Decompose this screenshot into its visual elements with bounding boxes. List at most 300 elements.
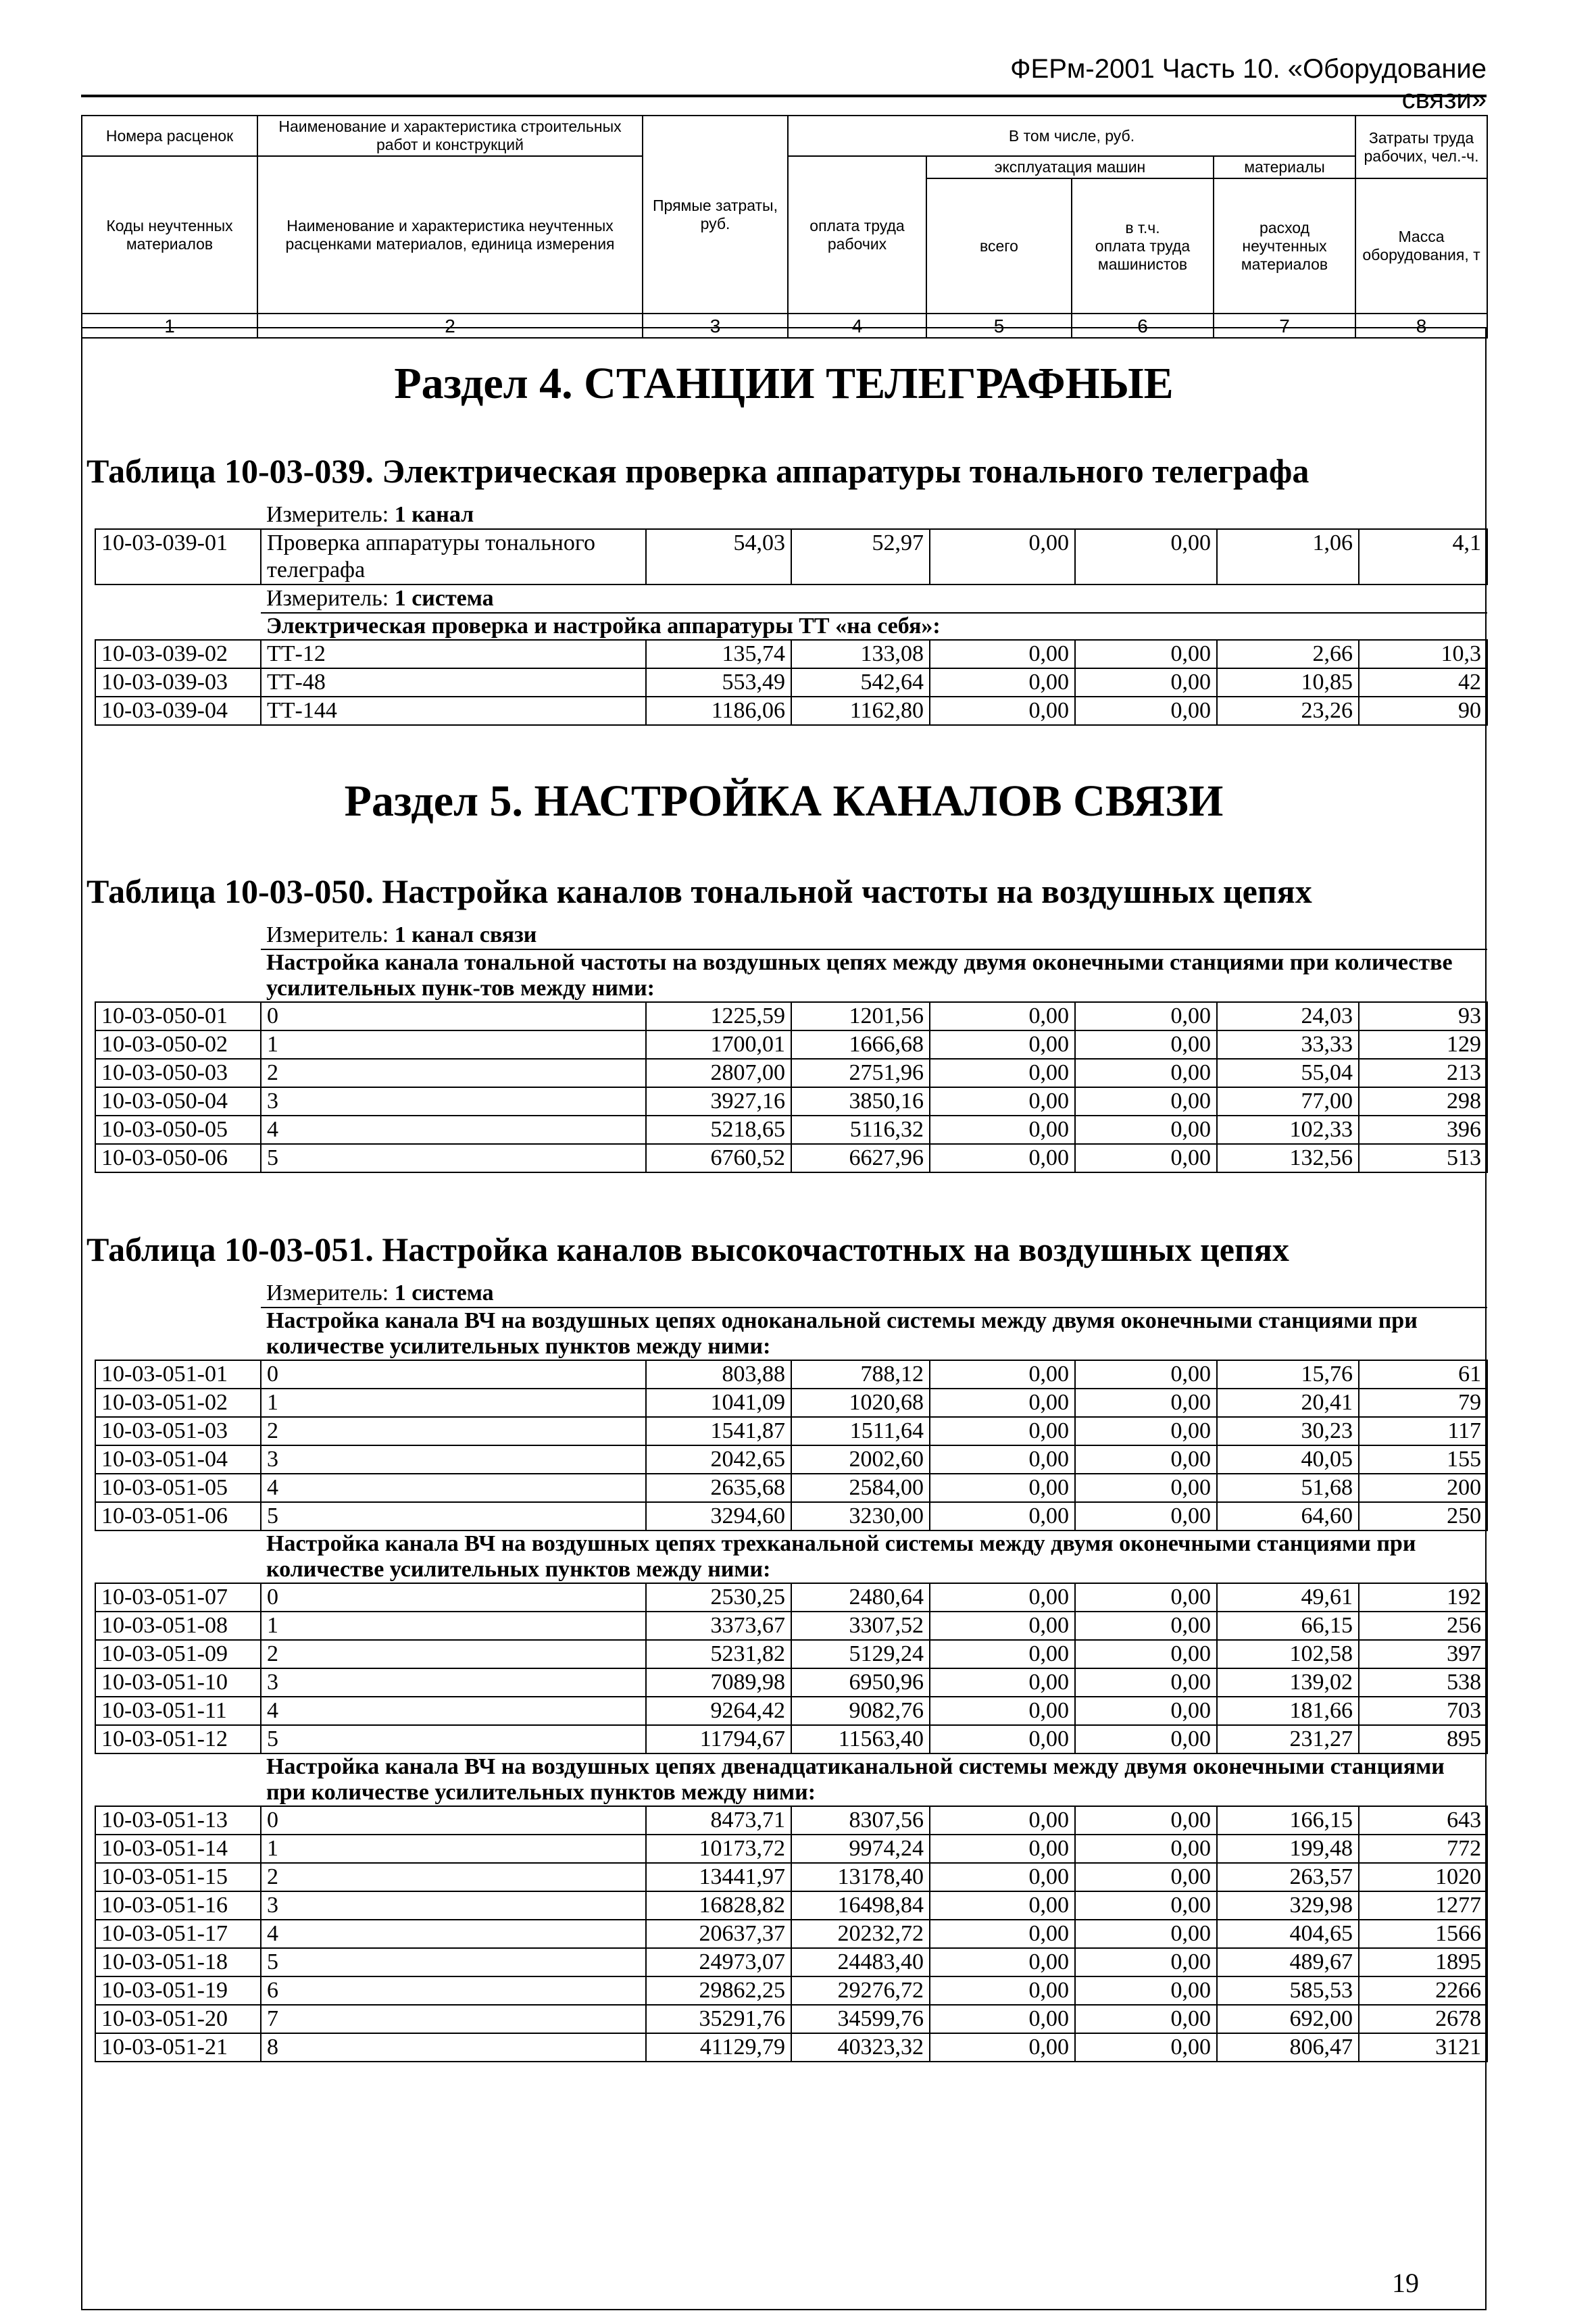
work-name: 3 <box>261 1668 646 1697</box>
machines-total: 0,00 <box>930 1976 1075 2005</box>
table-row <box>95 2005 1487 2033</box>
col2-top: Наименование и характеристика строительных работ и конструкций <box>257 116 643 156</box>
blank-cell <box>95 949 261 1002</box>
work-name: 5 <box>261 1502 646 1530</box>
machinists-pay: 0,00 <box>1075 1668 1217 1697</box>
col6-header <box>1072 178 1214 314</box>
machinists-pay: 0,00 <box>1075 1389 1217 1417</box>
col8-bottom: Масса оборудования, т <box>1355 178 1487 314</box>
work-name: 4 <box>261 1697 646 1725</box>
direct-costs: 13441,97 <box>646 1863 791 1891</box>
machinists-pay: 0,00 <box>1075 2033 1217 2062</box>
machines-total: 0,00 <box>930 697 1075 725</box>
machines-total: 0,00 <box>930 1835 1075 1863</box>
direct-costs: 1225,59 <box>646 1002 791 1030</box>
work-name: 6 <box>261 1976 646 2005</box>
direct-costs: 41129,79 <box>646 2033 791 2062</box>
group-description: Настройка канала тональной частоты на воздушных цепях между двумя оконечными станциями при количестве усилительных пунк-тов между ними: <box>261 949 1487 1002</box>
rate-code: 10-03-051-14 <box>95 1835 261 1863</box>
direct-costs: 11794,67 <box>646 1725 791 1753</box>
direct-costs: 3927,16 <box>646 1087 791 1116</box>
blank-cell <box>95 501 261 529</box>
table-row <box>95 1417 1487 1445</box>
direct-costs: 35291,76 <box>646 2005 791 2033</box>
meter-label: Измеритель: <box>266 586 389 611</box>
labor-pay: 29276,72 <box>791 1976 930 2005</box>
machines-total: 0,00 <box>930 1668 1075 1697</box>
rate-code: 10-03-051-19 <box>95 1976 261 2005</box>
direct-costs: 2530,25 <box>646 1583 791 1612</box>
machines-total: 0,00 <box>930 529 1075 584</box>
rate-code: 10-03-051-04 <box>95 1445 261 1474</box>
labor-hours: 155 <box>1359 1445 1487 1474</box>
group-including-header: В том числе, руб. <box>788 116 1355 156</box>
table-051 <box>95 1280 1488 2062</box>
work-name: 0 <box>261 1002 646 1030</box>
work-name: ТТ-144 <box>261 697 646 725</box>
labor-hours: 256 <box>1359 1612 1487 1640</box>
machines-total: 0,00 <box>930 1948 1075 1976</box>
labor-hours: 79 <box>1359 1389 1487 1417</box>
table-row <box>95 1891 1487 1920</box>
rate-code: 10-03-039-03 <box>95 668 261 697</box>
meter-row <box>261 584 1487 613</box>
machines-total: 0,00 <box>930 1360 1075 1389</box>
machines-total: 0,00 <box>930 1612 1075 1640</box>
table-row <box>95 1002 1487 1030</box>
direct-costs: 1700,01 <box>646 1030 791 1059</box>
rate-code: 10-03-051-15 <box>95 1863 261 1891</box>
direct-costs: 24973,07 <box>646 1948 791 1976</box>
rate-code: 10-03-051-16 <box>95 1891 261 1920</box>
col-number-2: 2 <box>257 314 643 338</box>
materials: 329,98 <box>1217 1891 1359 1920</box>
work-name: 0 <box>261 1583 646 1612</box>
materials: 692,00 <box>1217 2005 1359 2033</box>
col4-header: оплата труда рабочих <box>788 156 926 314</box>
blank-cell <box>95 1308 261 1360</box>
machinists-pay: 0,00 <box>1075 1863 1217 1891</box>
labor-pay: 2480,64 <box>791 1583 930 1612</box>
direct-costs: 3373,67 <box>646 1612 791 1640</box>
table-row <box>95 1920 1487 1948</box>
col7-header: расход неучтенных материалов <box>1214 178 1355 314</box>
blank-cell <box>95 922 261 949</box>
direct-costs: 1041,09 <box>646 1389 791 1417</box>
col1-top: Номера расценок <box>82 116 257 156</box>
group-description: Настройка канала ВЧ на воздушных цепях двенадцатиканальной системы между двумя оконечными станциями при количестве усилительных пунктов между ними: <box>261 1753 1487 1806</box>
table-row <box>95 1474 1487 1502</box>
col-number-3: 3 <box>643 314 788 338</box>
table-row <box>95 1389 1487 1417</box>
labor-hours: 1277 <box>1359 1891 1487 1920</box>
machines-total: 0,00 <box>930 1640 1075 1668</box>
labor-hours: 513 <box>1359 1144 1487 1172</box>
work-name: 1 <box>261 1389 646 1417</box>
work-name: 2 <box>261 1863 646 1891</box>
labor-hours: 703 <box>1359 1697 1487 1725</box>
table-039-title: Таблица 10-03-039. Электрическая проверка аппаратуры тонального телеграфа <box>86 452 1310 490</box>
materials: 181,66 <box>1217 1697 1359 1725</box>
rate-code: 10-03-039-04 <box>95 697 261 725</box>
section-4-title: Раздел 4. СТАНЦИИ ТЕЛЕГРАФНЫЕ <box>394 359 1174 408</box>
labor-pay: 3307,52 <box>791 1612 930 1640</box>
machinists-pay: 0,00 <box>1075 1474 1217 1502</box>
rate-code: 10-03-051-13 <box>95 1806 261 1835</box>
materials: 806,47 <box>1217 2033 1359 2062</box>
machinists-pay: 0,00 <box>1075 1640 1217 1668</box>
materials: 20,41 <box>1217 1389 1359 1417</box>
table-051-title: Таблица 10-03-051. Настройка каналов высокочастотных на воздушных цепях <box>86 1230 1289 1268</box>
labor-hours: 200 <box>1359 1474 1487 1502</box>
table-row <box>95 529 1487 584</box>
rate-code: 10-03-051-06 <box>95 1502 261 1530</box>
labor-pay: 34599,76 <box>791 2005 930 2033</box>
table-row <box>95 2033 1487 2062</box>
direct-costs: 1541,87 <box>646 1417 791 1445</box>
materials: 102,33 <box>1217 1116 1359 1144</box>
work-name: 4 <box>261 1474 646 1502</box>
table-row <box>95 1948 1487 1976</box>
meter-value: 1 канал связи <box>394 922 537 947</box>
rate-code: 10-03-050-02 <box>95 1030 261 1059</box>
materials: 24,03 <box>1217 1002 1359 1030</box>
materials: 132,56 <box>1217 1144 1359 1172</box>
machinists-pay: 0,00 <box>1075 1002 1217 1030</box>
rate-code: 10-03-051-03 <box>95 1417 261 1445</box>
table-row <box>95 640 1487 668</box>
table-row <box>95 1360 1487 1389</box>
machines-total: 0,00 <box>930 1059 1075 1087</box>
meter-row <box>261 922 1487 949</box>
direct-costs: 20637,37 <box>646 1920 791 1948</box>
materials: 1,06 <box>1217 529 1359 584</box>
work-name: 0 <box>261 1360 646 1389</box>
blank-cell <box>95 613 261 640</box>
work-name: ТТ-12 <box>261 640 646 668</box>
work-name: ТТ-48 <box>261 668 646 697</box>
labor-pay: 3230,00 <box>791 1502 930 1530</box>
labor-pay: 1666,68 <box>791 1030 930 1059</box>
machinists-pay: 0,00 <box>1075 1697 1217 1725</box>
group-description: Настройка канала ВЧ на воздушных цепях одноканальной системы между двумя оконечными станциями при количестве усилительных пунктов между ними: <box>261 1308 1487 1360</box>
labor-pay: 6627,96 <box>791 1144 930 1172</box>
col5-header: всего <box>926 178 1072 314</box>
labor-hours: 90 <box>1359 697 1487 725</box>
col-number-1: 1 <box>82 314 257 338</box>
machinists-pay: 0,00 <box>1075 1806 1217 1835</box>
labor-pay: 8307,56 <box>791 1806 930 1835</box>
rate-code: 10-03-051-08 <box>95 1612 261 1640</box>
meter-row <box>261 501 1487 529</box>
direct-costs: 553,49 <box>646 668 791 697</box>
materials: 23,26 <box>1217 697 1359 725</box>
materials: 2,66 <box>1217 640 1359 668</box>
labor-pay: 1020,68 <box>791 1389 930 1417</box>
rate-code: 10-03-039-01 <box>95 529 261 584</box>
labor-pay: 6950,96 <box>791 1668 930 1697</box>
direct-costs: 7089,98 <box>646 1668 791 1697</box>
machinists-pay: 0,00 <box>1075 529 1217 584</box>
col6-header-b: оплата труда машинистов <box>1095 237 1191 273</box>
meter-value: 1 система <box>394 1280 494 1305</box>
col-number-8: 8 <box>1355 314 1487 338</box>
labor-pay: 9082,76 <box>791 1697 930 1725</box>
table-row <box>95 1116 1487 1144</box>
rate-code: 10-03-050-05 <box>95 1116 261 1144</box>
rate-code: 10-03-051-10 <box>95 1668 261 1697</box>
blank-cell <box>95 1280 261 1308</box>
section-5-title: Раздел 5. НАСТРОЙКА КАНАЛОВ СВЯЗИ <box>344 776 1224 826</box>
labor-hours: 4,1 <box>1359 529 1487 584</box>
labor-hours: 396 <box>1359 1116 1487 1144</box>
labor-pay: 788,12 <box>791 1360 930 1389</box>
rate-code: 10-03-051-18 <box>95 1948 261 1976</box>
direct-costs: 29862,25 <box>646 1976 791 2005</box>
machinists-pay: 0,00 <box>1075 1948 1217 1976</box>
work-name: 5 <box>261 1725 646 1753</box>
labor-hours: 397 <box>1359 1640 1487 1668</box>
table-row <box>95 1059 1487 1087</box>
machinists-pay: 0,00 <box>1075 1502 1217 1530</box>
materials: 33,33 <box>1217 1030 1359 1059</box>
labor-pay: 16498,84 <box>791 1891 930 1920</box>
table-row <box>95 1668 1487 1697</box>
header-rule <box>81 95 1487 97</box>
table-row <box>95 1087 1487 1116</box>
labor-pay: 133,08 <box>791 640 930 668</box>
table-row <box>95 1144 1487 1172</box>
labor-hours: 772 <box>1359 1835 1487 1863</box>
labor-pay: 2002,60 <box>791 1445 930 1474</box>
machinists-pay: 0,00 <box>1075 1612 1217 1640</box>
rate-code: 10-03-050-04 <box>95 1087 261 1116</box>
machinists-pay: 0,00 <box>1075 1920 1217 1948</box>
work-name: 1 <box>261 1612 646 1640</box>
rate-code: 10-03-039-02 <box>95 640 261 668</box>
rate-code: 10-03-050-03 <box>95 1059 261 1087</box>
machines-total: 0,00 <box>930 640 1075 668</box>
col-number-4: 4 <box>788 314 926 338</box>
machines-total: 0,00 <box>930 1806 1075 1835</box>
direct-costs: 135,74 <box>646 640 791 668</box>
machines-total: 0,00 <box>930 1116 1075 1144</box>
rate-code: 10-03-051-02 <box>95 1389 261 1417</box>
table-039 <box>95 501 1488 726</box>
machines-total: 0,00 <box>930 1697 1075 1725</box>
group-machines-header: эксплуатация машин <box>926 156 1214 178</box>
labor-hours: 42 <box>1359 668 1487 697</box>
labor-pay: 2584,00 <box>791 1474 930 1502</box>
meter-label: Измеритель: <box>266 922 389 947</box>
rate-code: 10-03-051-09 <box>95 1640 261 1668</box>
labor-pay: 3850,16 <box>791 1087 930 1116</box>
machines-total: 0,00 <box>930 1144 1075 1172</box>
materials: 40,05 <box>1217 1445 1359 1474</box>
meter-label: Измеритель: <box>266 502 389 527</box>
table-row <box>95 1612 1487 1640</box>
labor-pay: 9974,24 <box>791 1835 930 1863</box>
machinists-pay: 0,00 <box>1075 697 1217 725</box>
table-row <box>95 1697 1487 1725</box>
materials: 77,00 <box>1217 1087 1359 1116</box>
machinists-pay: 0,00 <box>1075 1116 1217 1144</box>
labor-pay: 52,97 <box>791 529 930 584</box>
direct-costs: 2042,65 <box>646 1445 791 1474</box>
rate-code: 10-03-051-07 <box>95 1583 261 1612</box>
col1-bottom: Коды неучтенных материалов <box>82 156 257 314</box>
work-name: 4 <box>261 1116 646 1144</box>
page-number: 19 <box>1392 2268 1419 2298</box>
labor-hours: 61 <box>1359 1360 1487 1389</box>
table-row <box>95 1502 1487 1530</box>
group-materials-header: материалы <box>1214 156 1355 178</box>
work-name: 2 <box>261 1640 646 1668</box>
group-description: Электрическая проверка и настройка аппаратуры ТТ «на себя»: <box>261 613 1487 640</box>
labor-hours: 1895 <box>1359 1948 1487 1976</box>
labor-hours: 1020 <box>1359 1863 1487 1891</box>
machines-total: 0,00 <box>930 1002 1075 1030</box>
labor-hours: 93 <box>1359 1002 1487 1030</box>
materials: 199,48 <box>1217 1835 1359 1863</box>
col-number-6: 6 <box>1072 314 1214 338</box>
materials: 66,15 <box>1217 1612 1359 1640</box>
labor-pay: 13178,40 <box>791 1863 930 1891</box>
labor-pay: 11563,40 <box>791 1725 930 1753</box>
labor-hours: 117 <box>1359 1417 1487 1445</box>
work-name: 3 <box>261 1891 646 1920</box>
machines-total: 0,00 <box>930 1920 1075 1948</box>
machinists-pay: 0,00 <box>1075 640 1217 668</box>
labor-hours: 1566 <box>1359 1920 1487 1948</box>
materials: 102,58 <box>1217 1640 1359 1668</box>
labor-pay: 542,64 <box>791 668 930 697</box>
materials: 166,15 <box>1217 1806 1359 1835</box>
materials: 139,02 <box>1217 1668 1359 1697</box>
direct-costs: 3294,60 <box>646 1502 791 1530</box>
direct-costs: 16828,82 <box>646 1891 791 1920</box>
machines-total: 0,00 <box>930 1863 1075 1891</box>
machines-total: 0,00 <box>930 1445 1075 1474</box>
machines-total: 0,00 <box>930 2005 1075 2033</box>
machinists-pay: 0,00 <box>1075 1835 1217 1863</box>
materials: 64,60 <box>1217 1502 1359 1530</box>
work-name: 5 <box>261 1144 646 1172</box>
rate-code: 10-03-051-12 <box>95 1725 261 1753</box>
machines-total: 0,00 <box>930 2033 1075 2062</box>
blank-cell <box>95 1753 261 1806</box>
machinists-pay: 0,00 <box>1075 1059 1217 1087</box>
direct-costs: 1186,06 <box>646 697 791 725</box>
machinists-pay: 0,00 <box>1075 1583 1217 1612</box>
labor-hours: 298 <box>1359 1087 1487 1116</box>
machinists-pay: 0,00 <box>1075 1445 1217 1474</box>
materials: 404,65 <box>1217 1920 1359 1948</box>
table-row <box>95 1030 1487 1059</box>
direct-costs: 5231,82 <box>646 1640 791 1668</box>
labor-hours: 3121 <box>1359 2033 1487 2062</box>
direct-costs: 54,03 <box>646 529 791 584</box>
labor-hours: 213 <box>1359 1059 1487 1087</box>
machines-total: 0,00 <box>930 1583 1075 1612</box>
table-row <box>95 1640 1487 1668</box>
materials: 263,57 <box>1217 1863 1359 1891</box>
labor-pay: 20232,72 <box>791 1920 930 1948</box>
col2-bottom: Наименование и характеристика неучтенных расценками материалов, единица измерения <box>257 156 643 314</box>
labor-hours: 895 <box>1359 1725 1487 1753</box>
work-name: 2 <box>261 1059 646 1087</box>
work-name: 7 <box>261 2005 646 2033</box>
labor-hours: 10,3 <box>1359 640 1487 668</box>
labor-pay: 1162,80 <box>791 697 930 725</box>
machines-total: 0,00 <box>930 1030 1075 1059</box>
machines-total: 0,00 <box>930 1502 1075 1530</box>
table-050 <box>95 922 1488 1173</box>
labor-hours: 2678 <box>1359 2005 1487 2033</box>
meter-value: 1 канал <box>394 502 474 527</box>
materials: 231,27 <box>1217 1725 1359 1753</box>
materials: 51,68 <box>1217 1474 1359 1502</box>
machines-total: 0,00 <box>930 1725 1075 1753</box>
table-row <box>95 1835 1487 1863</box>
blank-cell <box>95 1530 261 1583</box>
table-row <box>95 1863 1487 1891</box>
table-row <box>95 1725 1487 1753</box>
work-name: 3 <box>261 1087 646 1116</box>
machines-total: 0,00 <box>930 1389 1075 1417</box>
work-name: 1 <box>261 1835 646 1863</box>
work-name: 8 <box>261 2033 646 2062</box>
rate-code: 10-03-051-20 <box>95 2005 261 2033</box>
table-row <box>95 1445 1487 1474</box>
direct-costs: 10173,72 <box>646 1835 791 1863</box>
blank-cell <box>95 584 261 613</box>
materials: 585,53 <box>1217 1976 1359 2005</box>
materials: 489,67 <box>1217 1948 1359 1976</box>
direct-costs: 2635,68 <box>646 1474 791 1502</box>
materials: 10,85 <box>1217 668 1359 697</box>
col8-top: Затраты труда рабочих, чел.-ч. <box>1355 116 1487 178</box>
labor-hours: 250 <box>1359 1502 1487 1530</box>
labor-pay: 1511,64 <box>791 1417 930 1445</box>
work-name: 2 <box>261 1417 646 1445</box>
labor-pay: 5129,24 <box>791 1640 930 1668</box>
direct-costs: 2807,00 <box>646 1059 791 1087</box>
materials: 30,23 <box>1217 1417 1359 1445</box>
machines-total: 0,00 <box>930 1891 1075 1920</box>
table-050-title: Таблица 10-03-050. Настройка каналов тональной частоты на воздушных цепях <box>86 872 1312 910</box>
labor-pay: 24483,40 <box>791 1948 930 1976</box>
table-row <box>95 697 1487 725</box>
machinists-pay: 0,00 <box>1075 1725 1217 1753</box>
labor-pay: 40323,32 <box>791 2033 930 2062</box>
machinists-pay: 0,00 <box>1075 1417 1217 1445</box>
work-name: Проверка аппаратуры тонального телеграфа <box>261 529 646 584</box>
rate-code: 10-03-051-05 <box>95 1474 261 1502</box>
machinists-pay: 0,00 <box>1075 668 1217 697</box>
machines-total: 0,00 <box>930 1087 1075 1116</box>
work-name: 4 <box>261 1920 646 1948</box>
machines-total: 0,00 <box>930 668 1075 697</box>
meter-value: 1 система <box>394 586 494 611</box>
labor-pay: 5116,32 <box>791 1116 930 1144</box>
rate-code: 10-03-051-21 <box>95 2033 261 2062</box>
work-name: 5 <box>261 1948 646 1976</box>
machinists-pay: 0,00 <box>1075 1976 1217 2005</box>
machinists-pay: 0,00 <box>1075 1891 1217 1920</box>
machinists-pay: 0,00 <box>1075 1030 1217 1059</box>
rate-code: 10-03-050-01 <box>95 1002 261 1030</box>
